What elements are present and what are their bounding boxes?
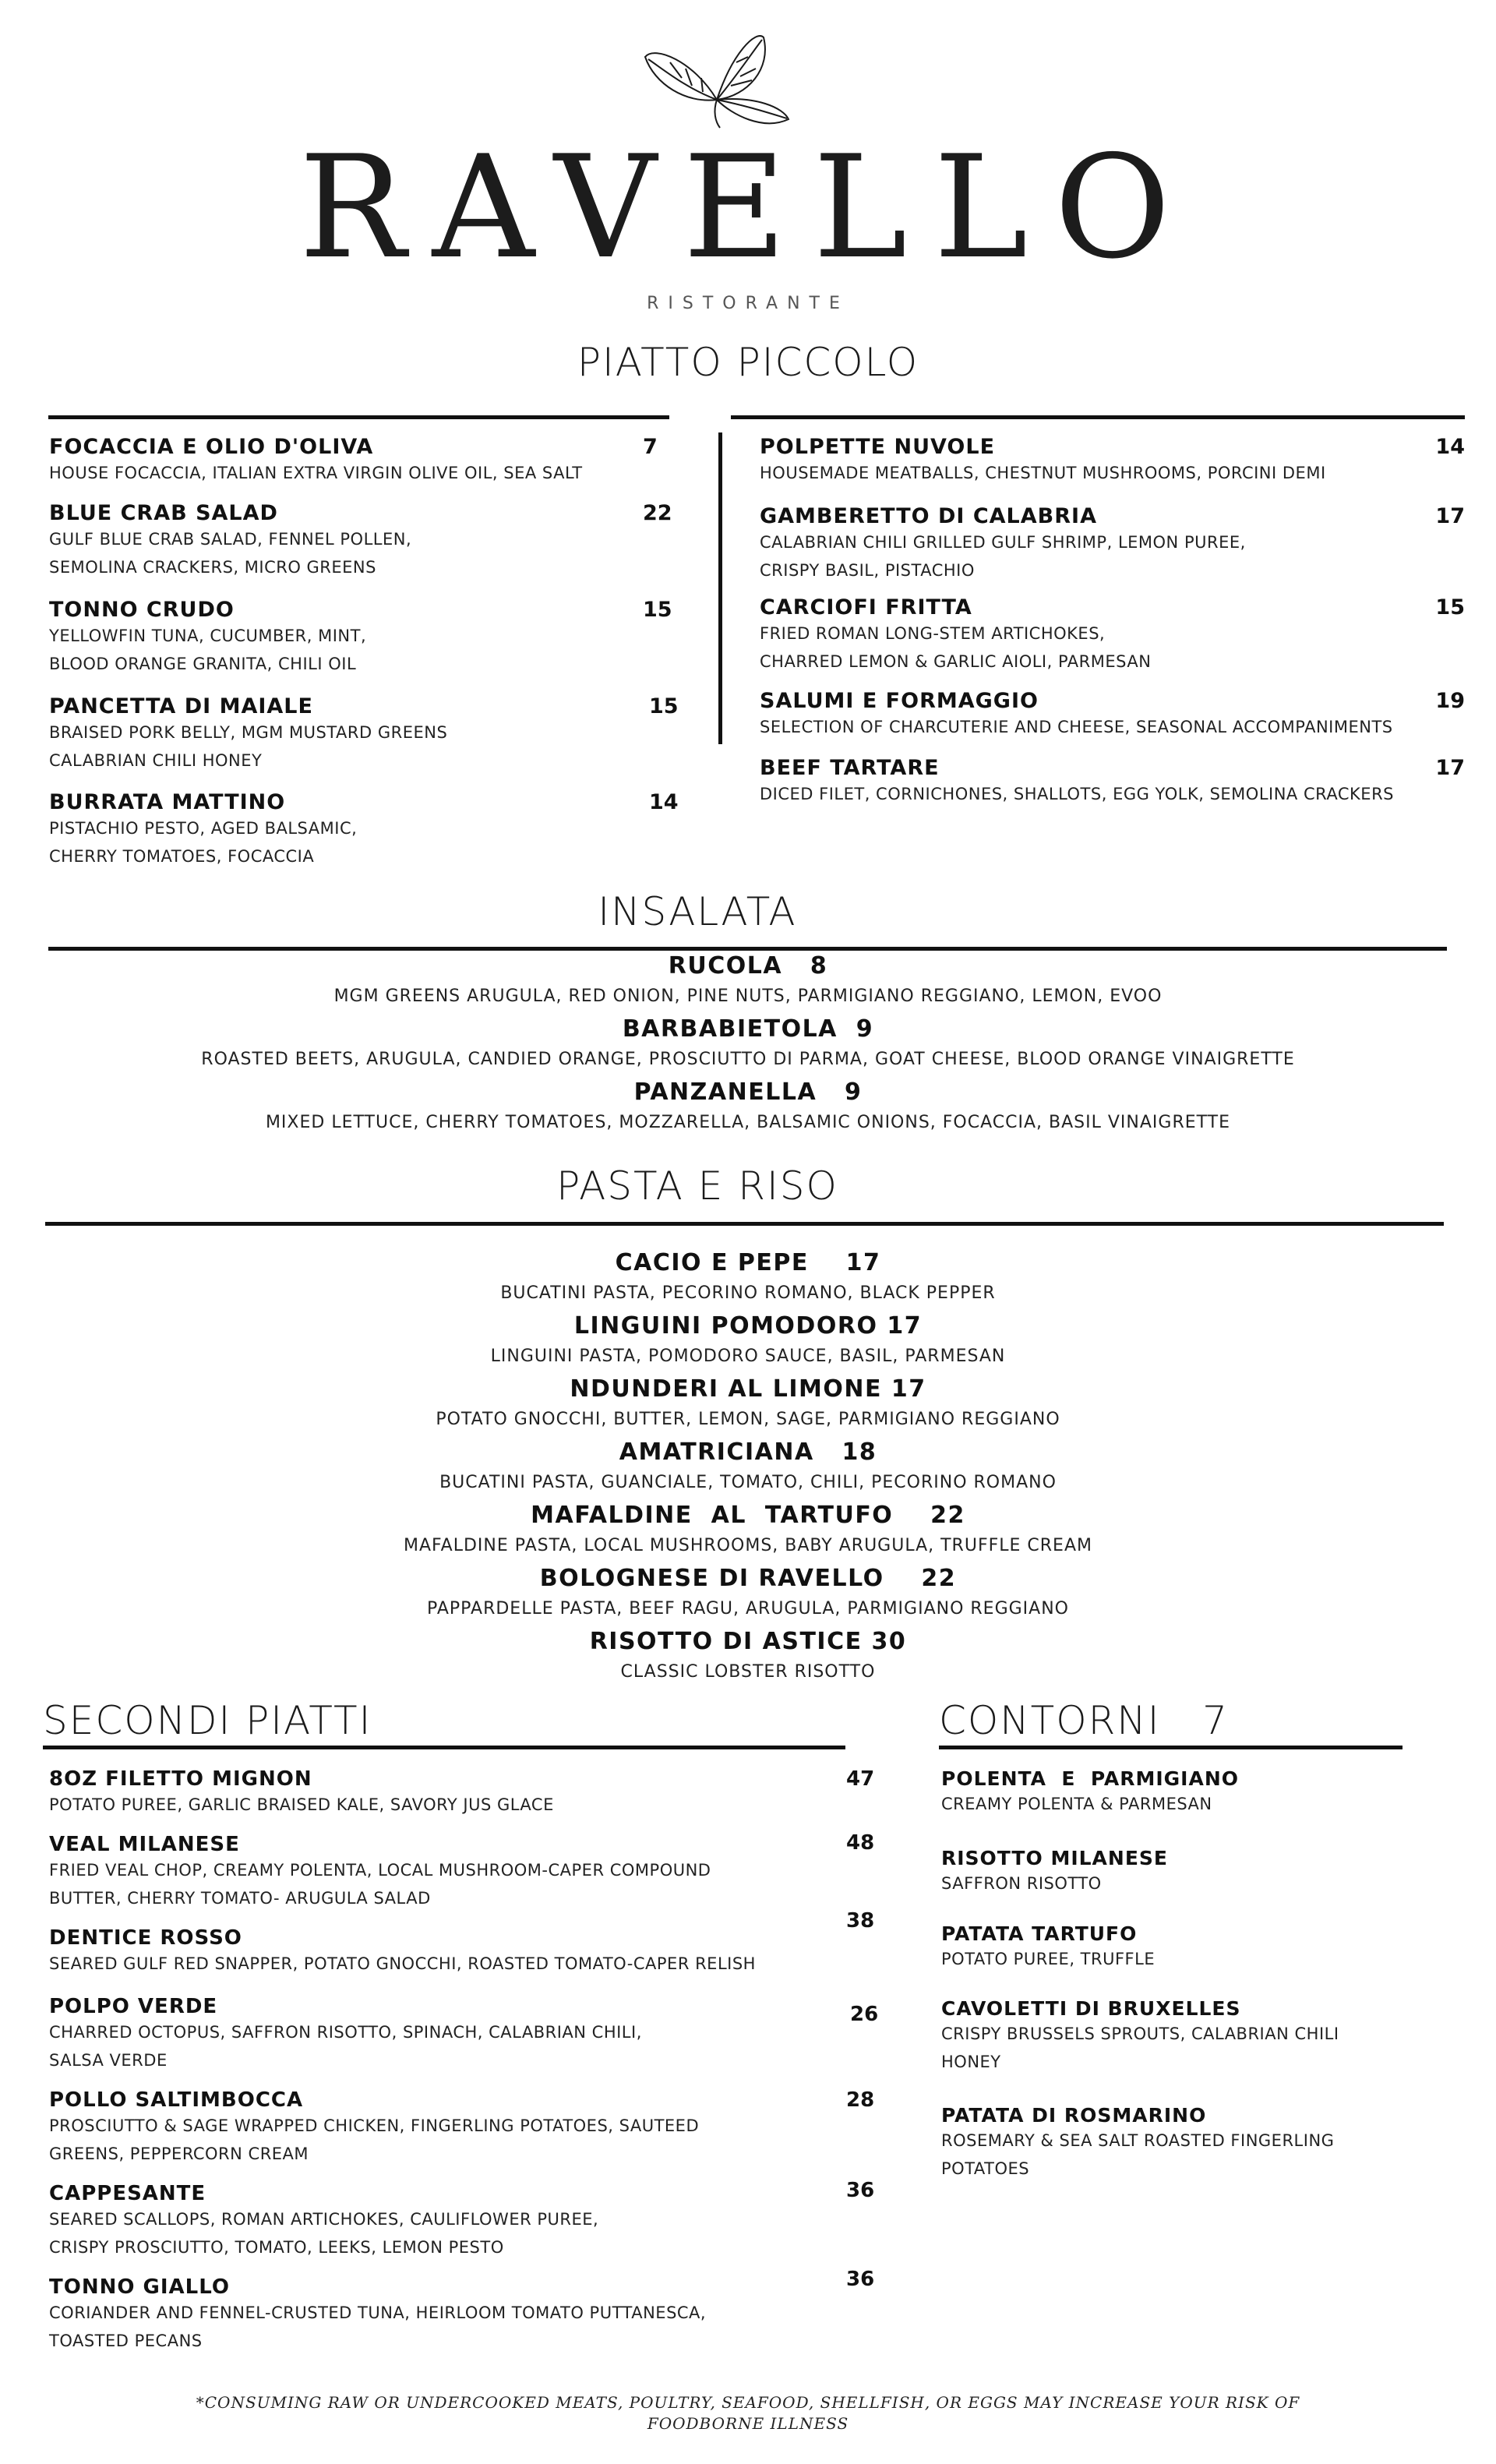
item-name: LINGUINI POMODORO 17 [573, 1312, 923, 1340]
list-item [941, 1847, 1471, 1898]
item-description: POTATO GNOCCHI, BUTTER, LEMON, SAGE, PARMIGIANO REGGIANO [436, 1410, 1060, 1429]
list-item [49, 1833, 875, 1913]
item-description: ROSEMARY & SEA SALT ROASTED FINGERLING POTATOES [941, 2131, 1335, 2178]
item-description: GULF BLUE CRAB SALAD, FENNEL POLLEN, SEMOLINA CRACKERS, MICRO GREENS [49, 530, 412, 577]
item-description: MGM GREENS ARUGULA, RED ONION, PINE NUTS, PARMIGIANO REGGIANO, LEMON, EVOO [333, 987, 1163, 1006]
vertical-divider [718, 432, 722, 744]
list-item [49, 790, 680, 871]
item-description: CREAMY POLENTA & PARMESAN [941, 1795, 1212, 1813]
item-name: POLENTA E PARMIGIANO [941, 1767, 1240, 1790]
item-description: MIXED LETTUCE, CHERRY TOMATOES, MOZZARELLA, BALSAMIC ONIONS, FOCACCIA, BASIL VINAIGRETTE [265, 1113, 1231, 1132]
item-name: PATATA DI ROSMARINO [941, 2104, 1207, 2127]
divider [45, 1222, 1444, 1226]
list-item [49, 2179, 875, 2262]
item-description: DICED FILET, CORNICHONES, SHALLOTS, EGG YOLK, SEMOLINA CRACKERS [760, 785, 1394, 804]
list-item [49, 598, 680, 679]
list-item [49, 435, 680, 488]
section-title-insalata: INSALATA [598, 889, 797, 934]
item-description: BUCATINI PASTA, PECORINO ROMANO, BLACK PEPPER [500, 1283, 996, 1303]
item-name: CACIO E PEPE 17 [615, 1249, 881, 1276]
item-name: BURRATA MATTINO [49, 790, 286, 814]
item-name: BOLOGNESE DI RAVELLO 22 [539, 1565, 957, 1592]
item-description: PISTACHIO PESTO, AGED BALSAMIC, CHERRY TOMATOES, FOCACCIA [49, 819, 358, 867]
list-item [49, 694, 680, 775]
item-name: CAPPESANTE [49, 2182, 206, 2205]
item-price: 15 [1435, 595, 1465, 620]
item-name: POLLO SALTIMBOCCA [49, 2088, 304, 2112]
item-description: MAFALDINE PASTA, LOCAL MUSHROOMS, BABY ARUGULA, TRUFFLE CREAM [403, 1536, 1092, 1555]
item-name: TONNO CRUDO [49, 598, 235, 622]
item-name: BLUE CRAB SALAD [49, 501, 278, 525]
item-description: BRAISED PORK BELLY, MGM MUSTARD GREENS CALABRIAN CHILI HONEY [49, 723, 448, 771]
divider [939, 1746, 1402, 1749]
item-description: SELECTION OF CHARCUTERIE AND CHEESE, SEASONAL ACCOMPANIMENTS [760, 718, 1393, 737]
item-description: SAFFRON RISOTTO [941, 1874, 1102, 1893]
item-name: RISOTTO MILANESE [941, 1847, 1168, 1869]
item-name: TONNO GIALLO [49, 2275, 230, 2299]
list-item [49, 501, 680, 582]
brand-subtitle: RISTORANTE [647, 294, 849, 313]
item-description: HOUSEMADE MEATBALLS, CHESTNUT MUSHROOMS, PORCINI DEMI [760, 464, 1326, 483]
item-name: POLPETTE NUVOLE [760, 435, 996, 459]
divider [48, 947, 1447, 951]
item-description: LINGUINI PASTA, POMODORO SAUCE, BASIL, PARMESAN [490, 1347, 1006, 1366]
list-item [760, 435, 1465, 488]
item-name: AMATRICIANA 18 [619, 1439, 877, 1466]
item-name: NDUNDERI AL LIMONE 17 [570, 1375, 926, 1403]
item-name: BARBABIETOLA 9 [622, 1015, 874, 1043]
item-price: 15 [643, 598, 672, 622]
section-title-pasta: PASTA E RISO [556, 1163, 838, 1209]
item-name: POLPO VERDE [49, 1995, 218, 2018]
list-item [760, 504, 1465, 585]
item-description: HOUSE FOCACCIA, ITALIAN EXTRA VIRGIN OLIVE OIL, SEA SALT [49, 464, 583, 483]
item-price: 15 [649, 694, 679, 718]
item-price: 22 [643, 501, 672, 525]
section-title-secondi: SECONDI PIATTI [43, 1698, 372, 1743]
item-price: 36 [846, 2268, 875, 2291]
item-name: GAMBERETTO DI CALABRIA [760, 504, 1097, 528]
item-name: 8OZ FILETTO MIGNON [49, 1767, 312, 1791]
item-name: CAVOLETTI DI BRUXELLES [941, 1997, 1241, 2020]
item-name: BEEF TARTARE [760, 756, 940, 780]
item-price: 17 [1435, 756, 1465, 780]
item-price: 26 [850, 2003, 879, 2026]
item-price: 48 [846, 1831, 875, 1855]
item-name: FOCACCIA E OLIO D'OLIVA [49, 435, 374, 459]
section-title-piatto-piccolo: PIATTO PICCOLO [577, 340, 919, 385]
item-description: BUCATINI PASTA, GUANCIALE, TOMATO, CHILI, PECORINO ROMANO [439, 1473, 1057, 1492]
list-item [49, 2268, 875, 2356]
divider [43, 1746, 845, 1749]
item-description: SEARED SCALLOPS, ROMAN ARTICHOKES, CAULIFLOWER PUREE, CRISPY PROSCIUTTO, TOMATO, LEEKS, LEMON PESTO [49, 2210, 599, 2257]
list-item [760, 689, 1465, 742]
item-description: CHARRED OCTOPUS, SAFFRON RISOTTO, SPINACH, CALABRIAN CHILI, SALSA VERDE [49, 2023, 642, 2070]
item-name: VEAL MILANESE [49, 1833, 240, 1856]
list-item [49, 1995, 879, 2075]
item-description: CLASSIC LOBSTER RISOTTO [620, 1662, 876, 1682]
item-name: PANZANELLA 9 [633, 1078, 863, 1106]
list-item [760, 595, 1465, 676]
item-description: POTATO PUREE, TRUFFLE [941, 1950, 1156, 1968]
divider [731, 415, 1465, 419]
section-title-contorni: CONTORNI 7 [939, 1698, 1229, 1743]
divider [48, 415, 669, 419]
brand-title: RAVELLO [298, 125, 1198, 290]
list-item [760, 756, 1465, 809]
item-name: PATATA TARTUFO [941, 1922, 1138, 1945]
item-price: 47 [846, 1767, 875, 1791]
item-description: FRIED ROMAN LONG-STEM ARTICHOKES, CHARRED LEMON & GARLIC AIOLI, PARMESAN [760, 624, 1152, 672]
item-name: RUCOLA 8 [668, 952, 828, 980]
item-price: 7 [643, 435, 658, 459]
item-price: 14 [1435, 435, 1465, 459]
item-description: ROASTED BEETS, ARUGULA, CANDIED ORANGE, PROSCIUTTO DI PARMA, GOAT CHEESE, BLOOD ORANGE VINAIGRETTE [201, 1050, 1295, 1069]
item-description: FRIED VEAL CHOP, CREAMY POLENTA, LOCAL MUSHROOM-CAPER COMPOUND BUTTER, CHERRY TOMATO- ARUGULA SALAD [49, 1861, 711, 1908]
list-item [941, 1767, 1471, 1819]
item-description: SEARED GULF RED SNAPPER, POTATO GNOCCHI, ROASTED TOMATO-CAPER RELISH [49, 1954, 756, 1974]
item-name: PANCETTA DI MAIALE [49, 694, 313, 718]
item-description: CRISPY BRUSSELS SPROUTS, CALABRIAN CHILI HONEY [941, 2025, 1339, 2071]
item-description: YELLOWFIN TUNA, CUCUMBER, MINT, BLOOD ORANGE GRANITA, CHILI OIL [49, 627, 367, 674]
item-name: DENTICE ROSSO [49, 1926, 242, 1950]
item-price: 14 [649, 790, 679, 814]
list-item [941, 1922, 1471, 1974]
basil-leaf-logo-icon [639, 14, 795, 131]
item-price: 28 [846, 2088, 875, 2112]
item-description: PROSCIUTTO & SAGE WRAPPED CHICKEN, FINGERLING POTATOES, SAUTEED GREENS, PEPPERCORN CREAM [49, 2116, 700, 2163]
item-name: MAFALDINE AL TARTUFO 22 [531, 1502, 965, 1529]
list-item [941, 1997, 1471, 2076]
item-description: CORIANDER AND FENNEL-CRUSTED TUNA, HEIRLOOM TOMATO PUTTANESCA, TOASTED PECANS [49, 2303, 707, 2350]
item-description: PAPPARDELLE PASTA, BEEF RAGU, ARUGULA, PARMIGIANO REGGIANO [427, 1599, 1069, 1619]
allergy-disclaimer [0, 2392, 1496, 2434]
item-price: 17 [1435, 504, 1465, 528]
list-item [941, 2104, 1471, 2183]
item-price: 19 [1435, 689, 1465, 713]
item-price: 38 [846, 1909, 875, 1933]
item-name: RISOTTO DI ASTICE 30 [589, 1628, 907, 1655]
item-name: SALUMI E FORMAGGIO [760, 689, 1039, 713]
list-item [49, 1909, 875, 1979]
item-name: CARCIOFI FRITTA [760, 595, 972, 620]
item-description: POTATO PUREE, GARLIC BRAISED KALE, SAVORY JUS GLACE [49, 1795, 554, 1815]
item-description: CALABRIAN CHILI GRILLED GULF SHRIMP, LEMON PUREE, CRISPY BASIL, PISTACHIO [760, 533, 1246, 581]
item-price: 36 [846, 2179, 875, 2202]
list-item [49, 1767, 875, 1820]
list-item [49, 2088, 875, 2169]
disclaimer-text: *CONSUMING RAW OR UNDERCOOKED MEATS, POULTRY, SEAFOOD, SHELLFISH, OR EGGS MAY INCREASE YOUR RISK OF FOODBORNE ILLNESS [196, 2393, 1300, 2433]
